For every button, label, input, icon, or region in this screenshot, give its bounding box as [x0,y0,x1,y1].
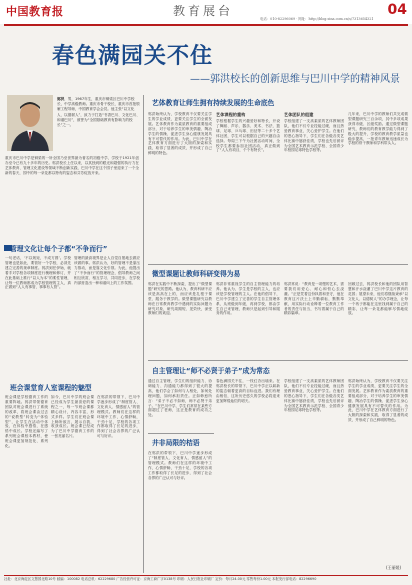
article-text: 郭洪常说：“教育是一项慢的艺术，需要我们用爱心、耐心和恒心去浇灌。”正是凭着这份执着和坚守，他在教育这片沃土上辛勤耕耘，默默奉献，用实际行动诠释着一位教育工作者的责任与担当，书写着属于自己的精彩篇章。 [284,282,344,316]
article-text: 几年来，巴川中学的教师们共完成微型课题研究三百余项，其中多项成果获得市级、区级奖励。通过微型课题研究，教师们的教育教学能力得到了极大的提升，学校的教育教学质量也稳步提高，一批青年教师迅速成长为学校的骨干教师和学科带头人。 [348,112,408,146]
principal-portrait [7,95,53,151]
article-text: 一句老话，‘不以规矩，不成方圆’。学校管理也是如此，要管好一个学校，必须先建立完善的规章制度。郭洪到任伊始，就着手对学校各项制度进行梳理和修订，并在此基础上推行“以人为本”的柔性管理，让每一位教师都成为学校管理的主人，真正做到“人人有事管，事事有人管”。 [5,256,71,290]
article-text: 春色满园关不住，一枝红杏出墙来。在郭洪校长的带领下，巴川中学正以崭新的姿态朝着更高的目标迈进。我们有理由相信，这所历史悠久的学校必将迎来更加辉煌灿烂的明天。 [216,379,280,403]
article-text: 郭洪始终认为，学校教育不仅要关注学生的学业成绩，更要关注学生的全面发展。艺体教育作为素质教育的重要组成部分，对于培养学生的审美情趣、陶冶学生的情操、促进学生身心健康发展具有不可替代的作用。为此，巴川中学在艺体教育方面进行了大胆的探索和实践，取得了显著的成效，并形成了自己鲜明的特色。 [348,379,408,423]
section-divider [148,264,408,265]
footer: 社址：北京海淀区文慧园北路10号 邮编：100082 电话总机：62229680 广告经营许可证：京海工商广字0138号 印刷：人民日报社印刷厂 定价：每月24.00元 零售每份1.00元 本报发行部电话：82296690 [4,575,408,584]
author-credit: (王丽媛) [386,565,402,570]
section-divider [148,433,214,434]
column-divider [143,95,144,573]
article-text: 通过自主管理，学生们的组织能力、协调能力、沟通能力都得到了很大的提高，他们学会了如何与人相处，如何处理问题，如何承担责任。正如韩愈所言：“弟子不必不如师，师不必贤于弟子。”在巴川中学，学生们常常在某些方面超过了老师，这正是教育的成功之处。 [148,379,212,418]
page-number: 04 [387,2,407,18]
section-heading-ending: 井非局限的桔语 [152,439,200,447]
article-text: 郭洪在实践中不断探索，提出了“微型课题”研究的思路。他认为，教育科研不应该是高高在上的，而应该是扎根于课堂、服务于教学的。微型课题研究以教师在日常教育教学中遇到的实际问题为研究对象，研究周期短、见效快，深受教师们的欢迎。 [148,282,212,316]
section-heading-selfmanagement: 自主管理让“师不必贤于弟子”成为常态 [152,367,270,375]
headline: 春色满园关不住 [52,43,214,69]
article-text: 学校根据学生的兴趣爱好和特长，开设了舞蹈、声乐、器乐、美术、书法、篮球、足球、乒乓球、田径等二十多个艺体社团，学生可以根据自己的兴趣自由选择。每周三下午为社团活动时间，全校学生都要参加社团活动，真正做到了“人人有项目，个个有特长”。 [216,119,280,153]
subheadline: ——郭洪校长的创新思维与巴川中学的精神风景 [190,74,400,85]
section-divider [148,360,408,361]
article-text: 学校组建了一支高素质的艺体教师团队，他们不仅专业技能过硬，而且热爱教育事业，关心爱护学生。在他们的悉心指导下，学生们在各级各类艺体比赛中屡获佳绩，学校也先后被评为全国艺术教育示范学校、全国青少年校园足球特色学校等。 [284,379,344,413]
principal-profile [5,95,141,153]
intro-paragraph: 重庆市巴川中学是铜梁的一所全国乃至世界最为著名的初级中学，学校于1921年创办至今已有九十多年的历史。郭洪校长上任以来，以其独到的眼光和超强的执行力在艺体教育、管理文化建设等领域不断创新实践，巴川中学在这个园子里迎来了一个全新的春天，园中的每一朵花都以特有的姿态和芬芳绽放开来。 [5,156,139,175]
section-title: 教育展台 [173,4,234,18]
article-text: 在郭洪的带领下，巴川中学逐步形成了“制度管人、文化育人、情感留人”的管理模式。教师们在这样的环境中工作，心情舒畅，干劲十足，学校的各项工作都取得了长足的进步，得到了社会各界的广泛认可与好评。 [97,395,140,439]
article-text: 学校组建了一支高素质的艺体教师团队，他们不仅专业技能过硬，而且热爱教育事业，关心爱护学生。在他们的悉心指导下，学生们在各级各类艺体比赛中屡获佳绩，学校也先后被评为全国艺术教育示范学校、全国青少年校园足球特色学校等。 [284,119,344,153]
article-text: 管理的最高境界是让人自觉自愿地去做应该做的事。郭洪认为，好的管理不是靠压力推动，而是靠文化引领。为此，他提出了“不争而行”的管理理念，倡导教师之间相互欣赏、相互学习、共同进步，在学校内部营造出一种和谐向上的工作氛围。 [74,256,140,285]
masthead-rule [4,24,408,26]
section-heading-arts: 艺体教育让师生拥有持续发展的生命底色 [152,99,275,107]
section-heading-research: 微型课题让教师科研变得为易 [152,270,241,278]
article-text: 在郭洪的带领下，巴川中学逐步形成了“制度管人、文化育人、情感留人”的管理模式。教师们在这样的环境中工作，心情舒畅，干劲十足，学校的各项工作都取得了长足的进步，得到了社会各界的广泛认可与好评。 [148,451,212,480]
subheading-curriculum: 艺体课程的重构 [216,112,246,117]
article-text: 回顾过去，郭洪校长和他的团队用智慧和汗水浇灌了巴川中学这片教育的花园；展望未来，他们将继续秉承“以文化人、以德树人”的办学理念，让每一个孩子都能在这里找到属于自己的精彩，让每一朵花都能够尽情地绽放。 [348,282,408,316]
article-text: 郭洪非常重视学生的自主管理能力的培养。他认为，学生是学校的主人，也应该是学校管理的主人。在他的倡导下，巴川中学建立了完善的学生自主管理体系，从班级到年级，再到学校，都由学生自己来管理，教师只是起到引导和服务的作用。 [216,282,280,316]
contact-info: 电话：010-82296069 · 网址：http://blog.sina.com.cn/s/7313654321 [260,17,374,21]
article-text: 郭洪始终认为，学校教育不仅要关注学生的学业成绩，更要关注学生的全面发展。艺体教育作为素质教育的重要组成部分，对于培养学生的审美情趣、陶冶学生的情操、促进学生身心健康发展具有不可替代的作用。为此，巴川中学在艺体教育方面进行了大胆的探索和实践，取得了显著的成效，并形成了自己鲜明的特色。 [148,112,212,156]
newspaper-logo: 中国教育报 [6,5,64,18]
section-heading-management: 管理文化让每个子都“不争而行” [10,245,108,253]
principal-name: 郭洪 [57,97,65,101]
section-heading-classmeeting: 班会课堂育人室课程的魅型 [10,384,92,392]
principal-bio [57,97,141,128]
subheading-team: 艺体团队的组建 [284,112,314,117]
masthead [0,0,412,24]
bio-text: ，男，1967年生，重庆市铜梁区巴川中学校长，中学高级教师。重庆市骨干校长，重庆市首批领雁工程导师，中国教育学会会员。他主张“以文化人、以德树人”，致力于打造“书香巴川、文化巴川、和谐巴川”，被誉为“全国基础教育有影响力的校长”之一。 [57,97,140,128]
article-text: 班会课是学校德育工作的重要阵地。郭洪带领德育团队对班会课进行了系统的改革，将班会课由过去的“说教型”转变为“体验型”，让学生在活动中体验，在体验中感悟，在感悟中成长。学校还编写了系列班会课校本教材，使班会课更加规范化、系列化。 [5,395,48,449]
article-text: 如今，巴川中学的班会课已经成为学生最喜爱的课程之一，每一节班会课都精心设计，内容丰富，形式多样。学生们在班会课上畅所欲言，展示自我，收获成长。班会课已经成为了巴川中学德育工作的一张亮丽名片。 [51,395,94,439]
